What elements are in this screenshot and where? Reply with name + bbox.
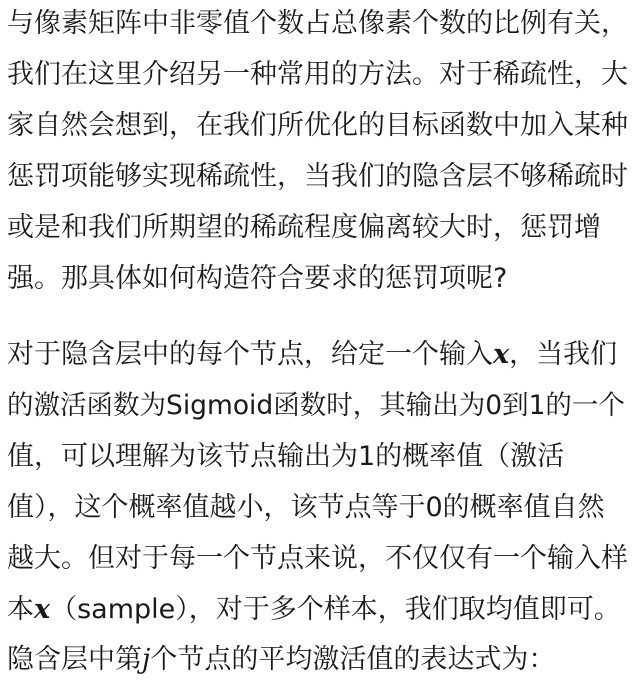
paragraph-1-line-3: 家自然会想到，在我们所优化的目标函数中加入某种 (7, 110, 628, 141)
paragraph-2-line-7 (7, 640, 555, 680)
paragraph-1-line-2: 我们在这里介绍另一种常用的方法。对于稀疏性，大 (7, 59, 628, 90)
paragraph-1-line-4: 惩罚项能够实现稀疏性，当我们的隐含层不够稀疏时 (7, 161, 628, 192)
math-variable-x: x (493, 339, 510, 370)
math-variable-x-sample: x (34, 594, 51, 625)
paragraph-2-line-2: 的激活函数为Sigmoid函数时，其输出为0到1的一个 (7, 390, 625, 421)
paragraph-2-line-6-text-a: 本 (7, 594, 34, 625)
paragraph-2-line-1-text-b: ，当我们 (509, 339, 618, 370)
paragraph-2-line-7-text-a: 隐含层中第 (7, 644, 142, 675)
paragraph-2-line-6-text-b: （sample），对于多个样本，我们取均值即可。 (50, 594, 621, 625)
paragraph-2-line-3: 值，可以理解为该节点输出为1的概率值（激活 (7, 441, 565, 472)
paragraph-2-line-6 (7, 590, 621, 630)
paragraph-1-line-6: 强。那具体如何构造符合要求的惩罚项呢? (7, 263, 508, 294)
paragraph-2-line-1-text-a: 对于隐含层中的每个节点，给定一个输入 (7, 339, 493, 370)
paragraph-2-line-1 (7, 335, 617, 375)
math-variable-j: j (142, 644, 151, 675)
paragraph-2-line-5: 越大。但对于每一个节点来说，不仅仅有一个输入样 (7, 543, 628, 574)
paragraph-1-line-5: 或是和我们所期望的稀疏程度偏离较大时，惩罚增 (7, 212, 601, 243)
paragraph-1-line-1: 与像素矩阵中非零值个数占总像素个数的比例有关， (7, 8, 628, 39)
paragraph-2-line-7-text-b: 个节点的平均激活值的表达式为： (150, 644, 556, 675)
paragraph-2-line-4: 值），这个概率值越小，该节点等于0的概率值自然 (7, 492, 605, 523)
